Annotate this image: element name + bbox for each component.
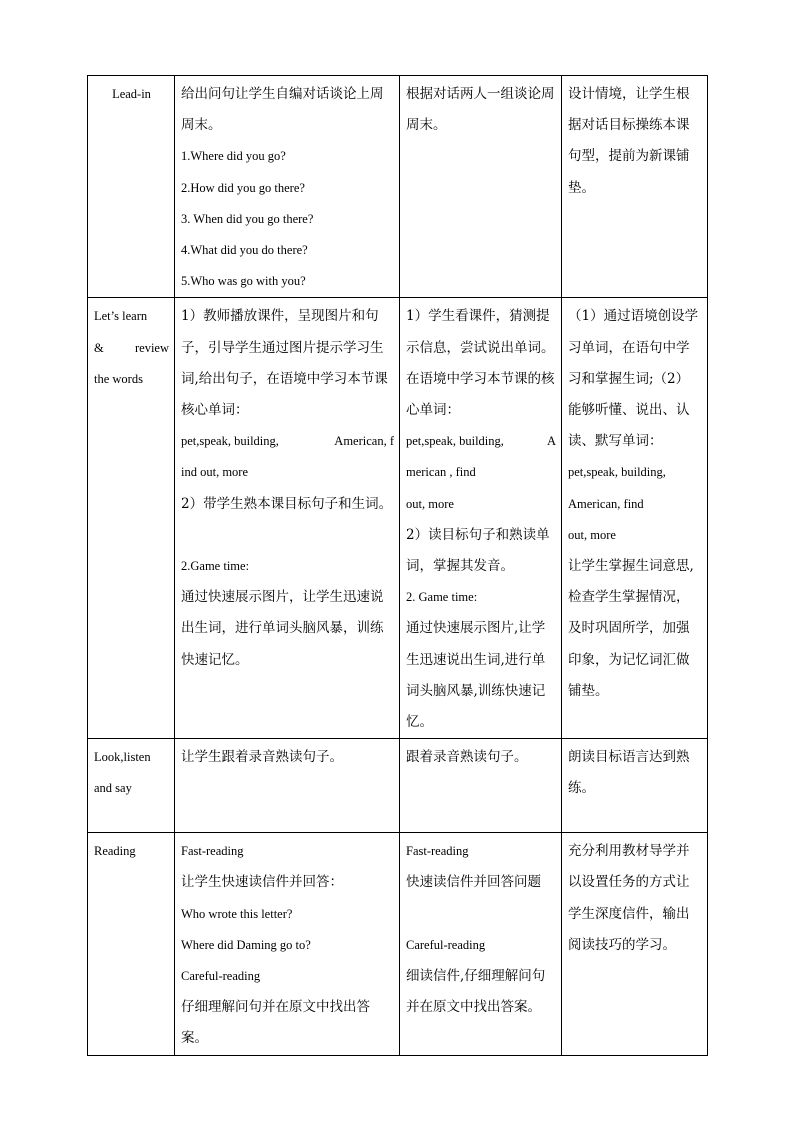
student-activity-cell (400, 833, 562, 1055)
question-4: 4.What did you do there? (181, 243, 308, 258)
student-activity-cell (400, 739, 562, 833)
purpose-paragraph-1: （1）通过语境创设学习单词，在语句中学习和掌握生词;（2）能够听懂、说出、认读、默写单词： (568, 308, 699, 450)
careful-reading-task: 仔细理解问句并在原文中找出答案。 (181, 999, 370, 1047)
purpose-text: 设计情境，让学生根据对话目标操练本课句型，提前为新课铺垫。 (568, 86, 690, 196)
step-cell (88, 298, 175, 739)
teacher-paragraph-3: 通过快速展示图片，让学生迅速说出生词，进行单词头脑风暴，训练快速记忆。 (181, 589, 384, 668)
teacher-paragraph-1: 1）教师播放课件，呈现图片和句子，引导学生通过图片提示学习生词,给出句子，在语境中学习本节课核心单词： (181, 308, 388, 419)
vocab-words-part-2: A (546, 434, 556, 449)
step-label: Lead-in (112, 87, 151, 101)
design-purpose-cell (562, 739, 708, 833)
step-label-line-1: Let’s learn (94, 309, 148, 324)
purpose-text: 朗读目标语言达到熟练。 (568, 749, 690, 797)
reading-question-2: Where did Daming go to? (181, 937, 311, 952)
student-activity-cell (400, 298, 562, 739)
vocab-words-part-2: American, f (334, 434, 394, 449)
fast-reading-task: 快速读信件并回答问题 (406, 874, 541, 891)
game-time-heading: 2.Game time: (181, 559, 250, 574)
step-label-line-3: review (134, 340, 169, 355)
teacher-paragraph-2: 2）带学生熟本课目标句子和生词。 (181, 495, 393, 512)
vocab-words-part-4: out, more (406, 496, 454, 511)
teacher-activity-cell (175, 833, 400, 1055)
careful-reading-heading: Careful-reading (181, 969, 261, 984)
teacher-text: 让学生跟着录音熟读句子。 (181, 749, 343, 766)
row-learn-review (88, 298, 708, 739)
student-paragraph-2: 2）读目标句子和熟读单词，掌握其发音。 (406, 526, 550, 575)
question-2: 2.How did you go there? (181, 180, 305, 195)
teacher-activity-cell (175, 298, 400, 739)
step-label-line-2: and say (94, 781, 132, 796)
row-reading (88, 833, 708, 1055)
vocab-words-part-2: American, find (568, 496, 644, 511)
student-activity-cell (400, 76, 562, 298)
reading-question-1: Who wrote this letter? (181, 906, 293, 921)
purpose-text: 充分利用教材导学并以设置任务的方式让学生深度信件，输出阅读技巧的学习。 (568, 843, 690, 953)
design-purpose-cell (562, 76, 708, 298)
careful-reading-heading: Careful-reading (406, 937, 486, 952)
careful-reading-task: 细读信件,仔细理解问句并在原文中找出答案。 (406, 968, 546, 1016)
student-text: 根据对话两人一组谈论周周末。 (406, 86, 555, 134)
teacher-activity-cell (175, 76, 400, 298)
step-label-line-1: Look,listen (94, 750, 151, 765)
step-cell (88, 739, 175, 833)
step-label-line-4: the words (94, 371, 143, 386)
row-look-listen-say (88, 739, 708, 833)
teacher-activity-cell (175, 739, 400, 833)
vocab-words-part-3: merican , find (406, 465, 476, 480)
fast-reading-task: 让学生快速读信件并回答： (181, 874, 343, 891)
design-purpose-cell (562, 298, 708, 739)
purpose-paragraph-2: 让学生掌握生词意思,检查学生掌握情况，及时巩固所学，加强印象，为记忆词汇做铺垫。 (568, 558, 694, 699)
student-text: 跟着录音熟读句子。 (406, 749, 528, 766)
vocab-words-part-3: ind out, more (181, 465, 249, 480)
step-cell (88, 76, 175, 298)
lesson-plan-table (87, 75, 708, 1056)
question-3: 3. When did you go there? (181, 211, 314, 226)
question-1: 1.Where did you go? (181, 149, 286, 164)
game-time-heading: 2. Game time: (406, 590, 478, 605)
step-cell (88, 833, 175, 1055)
row-lead-in (88, 76, 708, 298)
fast-reading-heading: Fast-reading (181, 844, 244, 859)
student-paragraph-1: 1）学生看课件，猜测提示信息，尝试说出单词。在语境中学习本节课的核心单词： (406, 308, 555, 419)
vocab-words-part-1: pet,speak, building, (568, 465, 666, 480)
question-5: 5.Who was go with you? (181, 274, 306, 289)
fast-reading-heading: Fast-reading (406, 844, 469, 859)
vocab-words-part-3: out, more (568, 527, 616, 542)
teacher-intro: 给出问句让学生自编对话谈论上周周末。 (181, 86, 384, 134)
vocab-words-part-1: pet,speak, building, (181, 434, 279, 449)
design-purpose-cell (562, 833, 708, 1055)
vocab-words-part-1: pet,speak, building, (406, 434, 504, 449)
student-paragraph-3: 通过快速展示图片,让学生迅速说出生词,进行单词头脑风暴,训练快速记忆。 (406, 620, 546, 731)
step-label-line-2: & (94, 340, 104, 355)
step-label: Reading (94, 844, 136, 859)
